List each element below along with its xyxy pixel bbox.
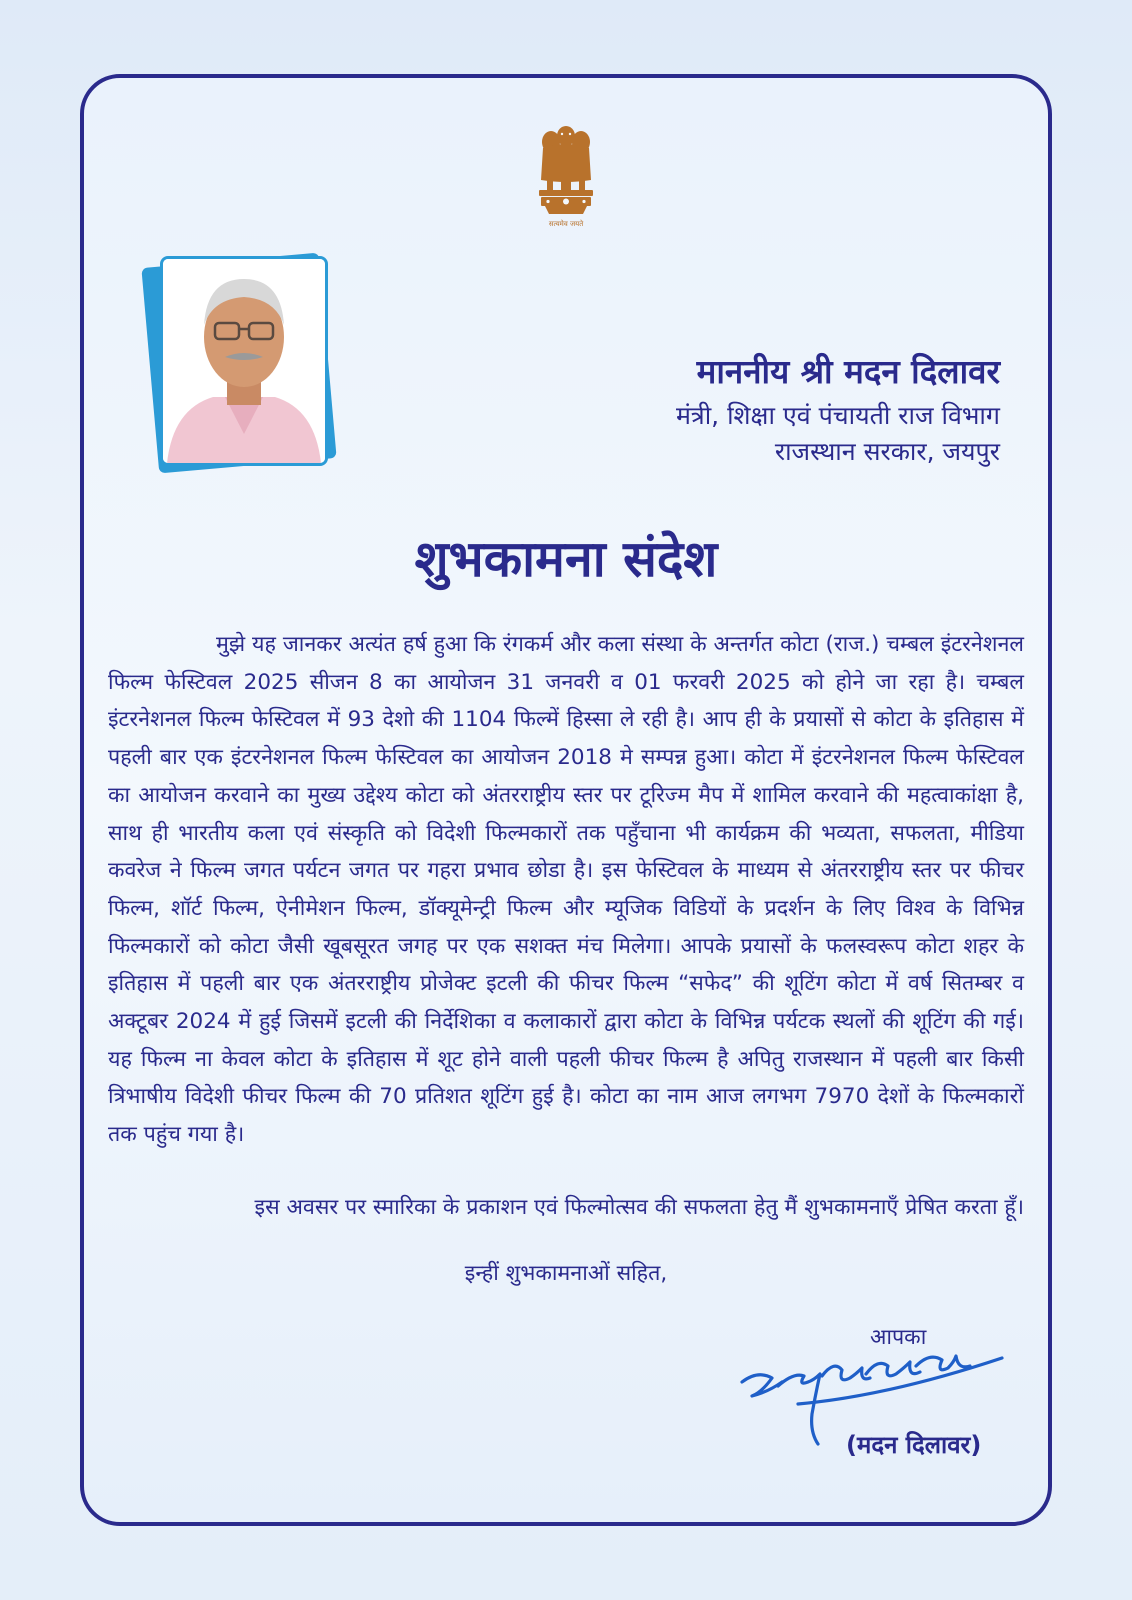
sender-block [676, 352, 1000, 470]
signature-name: (मदन दिलावर) [846, 1431, 982, 1459]
portrait-photo [160, 256, 328, 466]
message-heading: शुभकामना संदेश [414, 529, 718, 588]
closing-line: इस अवसर पर स्मारिका के प्रकाशन एवं फिल्मोत्सव की सफलता हेतु मैं शुभकामनाएँ प्रेषित करता हूँ। [254, 1195, 1024, 1220]
regards-line: इन्हीं शुभकामनाओं सहित, [464, 1261, 668, 1286]
sender-designation-line2: राजस्थान सरकार, जयपुर [774, 436, 1000, 466]
sender-name: माननीय श्री मदन दिलावर [696, 352, 1000, 391]
message-body: मुझे यह जानकर अत्यंत हर्ष हुआ कि रंगकर्म और कला संस्था के अन्तर्गत कोटा (राज.) चम्बल इंटरनेशनल फिल्म फेस्टिवल 2025 सीजन 8 का आयोजन 31 जनवरी व 01 फरवरी 2025 को होने जा रहा है। चम्बल इंटरनेशनल फिल्म फेस्टिवल में 93 देशो की 1104 फिल्में हिस्सा ले रही है। आप ही के प्रयासों से कोटा के इतिहास में पहली बार एक इंटरनेशनल फिल्म फेस्टिवल का आयोजन 2018 मे सम्पन्न हुआ। कोटा में इंटरनेशनल फिल्म फेस्टिवल का आयोजन करवाने का मुख्य उद्देश्य कोटा को अंतरराष्ट्रीय स्तर पर टूरिज्म मैप में शामिल करवाने की महत्वाकांक्षा है, साथ ही भारतीय कला एवं संस्कृति को विदेशी फिल्मकारों तक पहुँचाना भी कार्यक्रम की भव्यता, सफलता, मीडिया कवरेज ने फिल्म जगत पर्यटन जगत पर गहरा प्रभाव छोडा है। इस फेस्टिवल के माध्यम से अंतरराष्ट्रीय स्तर पर फीचर फिल्म, शॉर्ट फिल्म, ऐनीमेशन फिल्म, डॉक्यूमेन्ट्री फिल्म और म्यूजिक विडियों के प्रदर्शन के लिए विश्व के विभिन्न फिल्मकारों को कोटा जैसी खूबसूरत जगह पर एक सशक्त मंच मिलेगा। आपके प्रयासों के फलस्वरूप कोटा शहर के इतिहास में पहली बार एक अंतरराष्ट्रीय प्रोजेक्ट इटली की फीचर फिल्म “सफेद” की शूटिंग कोटा में वर्ष सितम्बर व अक्टूबर 2024 में हुई जिसमें इटली की निर्देशिका व कलाकारों द्वारा कोटा के विभिन्न पर्यटक स्थलों की शूटिंग की गई। यह फिल्म ना केवल कोटा के इतिहास में शूट होने वाली पहली फीचर फिल्म है अपितु राजस्थान में पहली बार किसी त्रिभाषीय विदेशी फीचर फिल्म की 70 प्रतिशत शूटिंग हुई है। कोटा का नाम आज लगभग 7970 देशों के फिल्मकारों तक पहुंच गया है। [108, 632, 1024, 1148]
minister-photo-frame [150, 250, 340, 470]
ashoka-emblem-icon [533, 122, 599, 232]
emblem-motto: सत्यमेव जयते [548, 220, 584, 228]
yours-label: आपका [870, 1325, 927, 1350]
sender-designation-line1: मंत्री, शिक्षा एवं पंचायती राज विभाग [675, 400, 1000, 430]
